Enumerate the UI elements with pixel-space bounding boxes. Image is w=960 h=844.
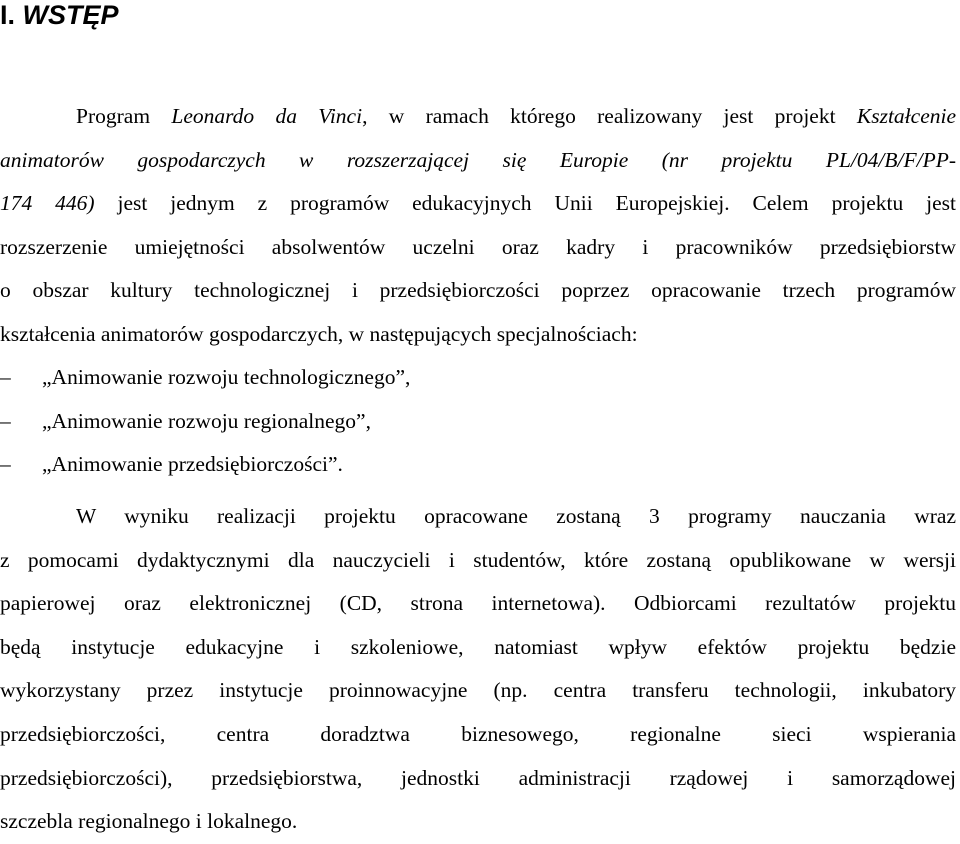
section-number: I. <box>0 0 16 30</box>
program-name: Leonardo da Vinci <box>171 104 363 128</box>
dash-marker: – <box>0 365 11 389</box>
dash-marker: – <box>0 452 11 477</box>
paragraph-line: 174 446) jest jednym z programów edukacyjnych Unii Europejskiej. Celem projektu jest <box>0 191 956 216</box>
list-item: – „Animowanie przedsiębiorczości”. <box>0 443 956 487</box>
project-title-start: Kształcenie <box>856 104 956 128</box>
paragraph-line: animatorów gospodarczych w rozszerzającej się Europie (nr projektu PL/04/B/F/PP- <box>0 147 956 172</box>
paragraph-line: szczebla regionalnego i lokalnego. <box>0 809 298 834</box>
paragraph-line: W wyniku realizacji projektu opracowane zostaną 3 programy nauczania wraz <box>76 504 956 528</box>
paragraph-line: wykorzystany przez instytucje proinnowacyjne (np. centra transferu technologii, inkubatory <box>0 678 956 703</box>
paragraph-line: kształcenia animatorów gospodarczych, w następujących specjalnościach: <box>0 321 638 346</box>
intro-paragraph <box>0 95 956 357</box>
section-heading <box>0 0 119 32</box>
paragraph-line: papierowej oraz elektronicznej (CD, strona internetowa). Odbiorcami rezultatów projektu <box>0 591 956 616</box>
dash-marker: – <box>0 408 11 433</box>
paragraph-line: o obszar kultury technologicznej i przedsiębiorczości poprzez opracowanie trzech programów <box>0 278 956 303</box>
list-item: – „Animowanie rozwoju regionalnego”, <box>0 400 956 444</box>
paragraph-line: przedsiębiorczości, centra doradztwa biznesowego, regionalne sieci wspierania <box>0 721 956 746</box>
section-title: WSTĘP <box>22 0 119 30</box>
specializations-list <box>0 356 956 487</box>
paragraph-line: będą instytucje edukacyjne i szkoleniowe, natomiast wpływ efektów projektu będzie <box>0 634 956 659</box>
project-number-end: 174 446) <box>0 191 95 216</box>
results-paragraph <box>0 495 956 844</box>
paragraph-line: z pomocami dydaktycznymi dla nauczycieli i studentów, które zostaną opublikowane w wersji <box>0 547 956 572</box>
paragraph-line: Program Leonardo da Vinci, w ramach którego realizowany jest projekt Kształcenie <box>76 104 956 128</box>
paragraph-line: rozszerzenie umiejętności absolwentów uczelni oraz kadry i pracowników przedsiębiorstw <box>0 234 956 259</box>
list-item: – „Animowanie rozwoju technologicznego”, <box>0 356 956 400</box>
paragraph-line: przedsiębiorczości), przedsiębiorstwa, jednostki administracji rządowej i samorządowej <box>0 765 956 790</box>
